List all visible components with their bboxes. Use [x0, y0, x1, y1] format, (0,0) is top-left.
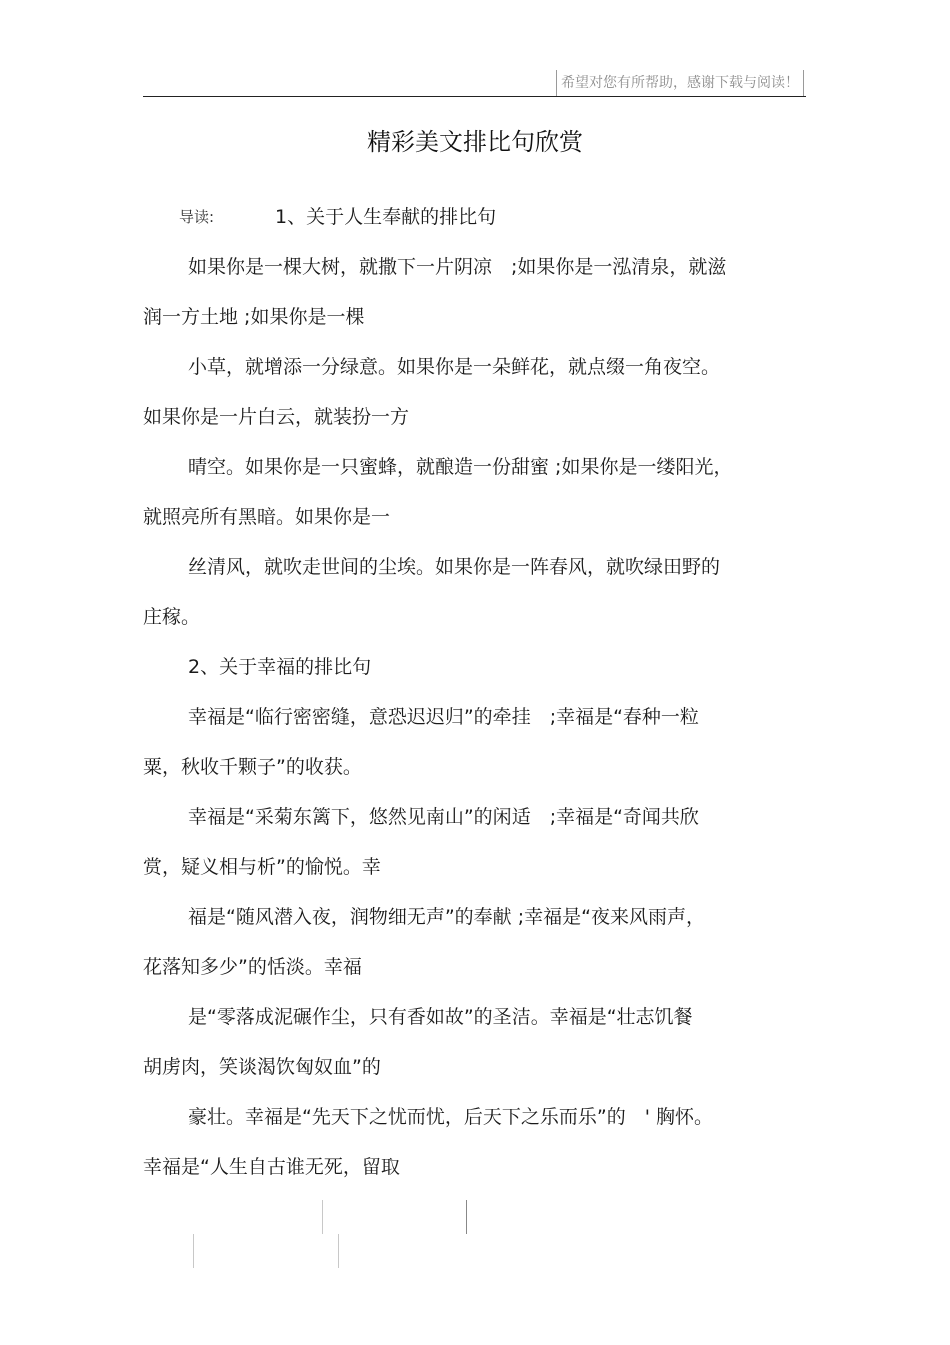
page-artifact-line: [322, 1200, 323, 1234]
paragraph-line: 丝清风，就吹走世间的尘埃。如果你是一阵春风，就吹绿田野的: [188, 556, 721, 578]
paragraph-line: 是“零落成泥碾作尘，只有香如故”的圣洁。幸福是“壮志饥餐: [188, 1006, 693, 1028]
paragraph-line: 晴空。如果你是一只蜜蜂，就酿造一份甜蜜 ;如果你是一缕阳光，: [188, 456, 733, 478]
paragraph-line: 幸福是“临行密密缝，意恐迟迟归”的牵挂 ;幸福是“春种一粒: [188, 706, 699, 728]
paragraph-line: 如果你是一片白云，就装扮一方: [143, 406, 410, 428]
paragraph-line: 豪壮。幸福是“先天下之忧而忧，后天下之乐而乐”的 ' 胸怀。: [188, 1106, 713, 1128]
paragraph-line: 如果你是一棵大树，就撒下一片阴凉 ;如果你是一泓清泉，就滋: [188, 256, 727, 278]
paragraph-line: 庄稼。: [143, 606, 201, 628]
paragraph-line: 就照亮所有黑暗。如果你是一: [143, 506, 391, 528]
paragraph-line: 幸福是“采菊东篱下，悠然见南山”的闲适 ;幸福是“奇闻共欣: [188, 806, 699, 828]
paragraph-line: 胡虏肉，笑谈渴饮匈奴血”的: [143, 1056, 381, 1078]
paragraph-line: 赏，疑义相与析”的愉悦。幸: [143, 856, 381, 878]
paragraph-line: 润一方土地 ;如果你是一棵: [143, 306, 365, 328]
header-rule: [143, 96, 806, 97]
paragraph-line: 粟，秋收千颗子”的收获。: [143, 756, 362, 778]
paragraph-line: 小草，就增添一分绿意。如果你是一朵鲜花，就点缀一角夜空。: [188, 356, 721, 378]
page-title: 精彩美文排比句欣赏: [367, 128, 583, 156]
paragraph-line: 福是“随风潜入夜，润物细无声”的奉献 ;幸福是“夜来风雨声，: [188, 906, 705, 928]
lead-label: 导读:: [179, 208, 215, 226]
section-heading-1: 1、关于人生奉献的排比句: [275, 206, 497, 228]
paragraph-line: 幸福是“人生自古谁无死，留取: [143, 1156, 400, 1178]
paragraph-line: 花落知多少”的恬淡。幸福: [143, 956, 362, 978]
header-note: 希望对您有所帮助，感谢下载与阅读！: [556, 70, 804, 96]
section-heading-2: 2、关于幸福的排比句: [188, 656, 372, 678]
page-artifact-line: [193, 1234, 194, 1268]
page-artifact-line: [466, 1200, 467, 1234]
page-artifact-line: [338, 1234, 339, 1268]
